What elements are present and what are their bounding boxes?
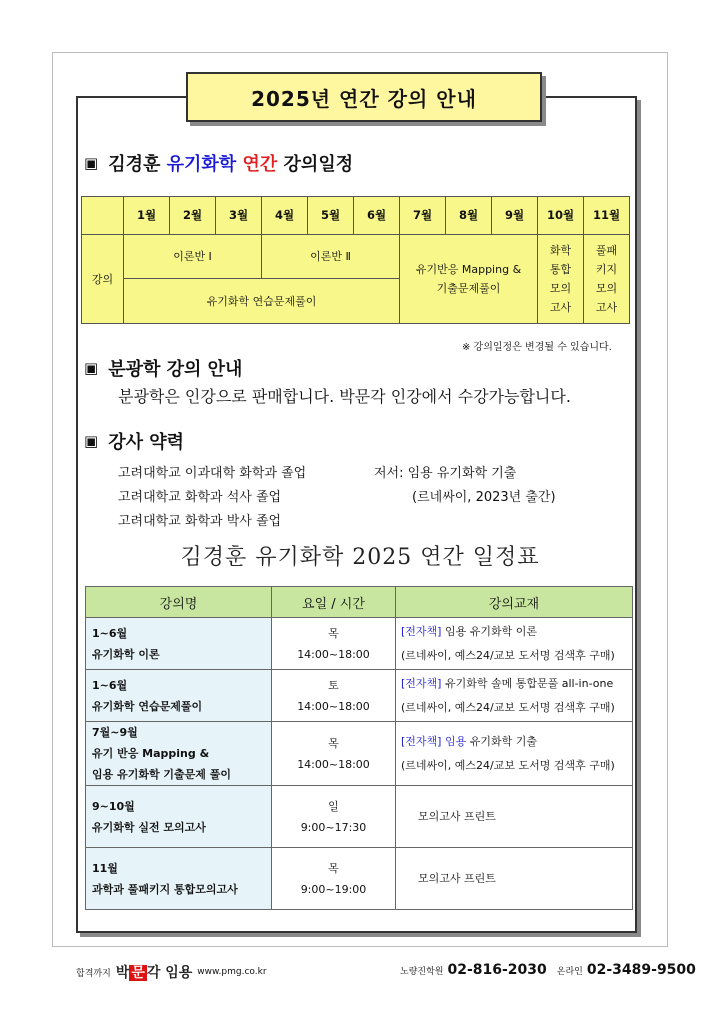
annual-label: 연간 (242, 154, 278, 175)
book-publisher: (르네싸이, 2023년 출간) (412, 490, 556, 505)
month-cell: 10월 (538, 197, 584, 235)
brand-logo: 박 문 각 임용 (115, 965, 193, 981)
reaction-line-1: 유기반응 Mapping & (415, 262, 522, 276)
month-cell: 11월 (584, 197, 630, 235)
career-item: 고려대학교 이과대학 화학과 졸업 (118, 466, 307, 481)
full-package-line: 고사 (595, 300, 618, 314)
plan-header-row (86, 587, 633, 618)
instructor-profile-title: 강사 약력 (108, 432, 185, 453)
month-cell: 7월 (400, 197, 446, 235)
offline-phone: 02-816-2030 (447, 962, 547, 978)
chem-mock-cell (538, 234, 584, 323)
course-time: 목 9:00~19:00 (272, 848, 396, 910)
career-item: 고려대학교 화학과 박사 졸업 (118, 514, 282, 529)
instructor-name: 김경훈 (108, 154, 161, 175)
theory-2-cell: 이론반 Ⅱ (262, 234, 400, 279)
table-row (86, 722, 633, 786)
month-cell: 5월 (308, 197, 354, 235)
plan-title: 김경훈 유기화학 2025 연간 일정표 (180, 545, 540, 570)
annual-schedule-table (81, 196, 630, 324)
course-time: 목 14:00~18:00 (272, 618, 396, 670)
reaction-line-2: 기출문제풀이 (436, 281, 501, 295)
offline-label: 노량진학원 (400, 966, 444, 977)
full-package-line: 모의 (595, 281, 618, 295)
header-course: 강의명 (86, 587, 272, 618)
plan-table (85, 586, 633, 910)
instructor-profile-heading (84, 428, 184, 454)
month-cell: 2월 (170, 197, 216, 235)
spectroscopy-heading (84, 355, 242, 381)
reaction-mapping-cell (400, 234, 538, 323)
theory-1-cell: 이론반 Ⅰ (124, 234, 262, 279)
spectroscopy-body: 분광학은 인강으로 판매합니다. 박문각 인강에서 수강가능합니다. (118, 387, 571, 406)
header-textbook: 강의교재 (396, 587, 633, 618)
square-bullet-icon: ▣ (84, 432, 99, 450)
header-time: 요일 / 시간 (272, 587, 396, 618)
footer-url[interactable]: www.pmg.co.kr (197, 967, 267, 977)
course-name: 1~6월 유기화학 연습문제풀이 (86, 670, 272, 722)
page-title-text: 2025년 연간 강의 안내 (251, 86, 477, 111)
course-textbook: 모의고사 프린트 (396, 848, 633, 910)
course-textbook: [전자책] 유기화학 솔메 통합문풀 all-in-one (르네싸이, 예스24/교보 도서명 검색후 구매) (396, 670, 633, 722)
online-label: 온라인 (556, 966, 583, 977)
month-cell: 4월 (262, 197, 308, 235)
online-phone: 02-3489-9500 (586, 962, 696, 978)
table-row (86, 618, 633, 670)
book-info: 저서: 임용 유기화학 기출 (374, 466, 517, 481)
course-textbook: [전자책] 임용 유기화학 이론 (르네싸이, 예스24/교보 도서명 검색후 구매) (396, 618, 633, 670)
month-cell: 6월 (354, 197, 400, 235)
full-package-mock-cell (584, 234, 630, 323)
month-cell: 3월 (216, 197, 262, 235)
schedule-section-heading (84, 150, 353, 176)
course-time: 일 9:00~17:30 (272, 786, 396, 848)
square-bullet-icon: ▣ (84, 154, 99, 172)
course-time: 토 14:00~18:00 (272, 670, 396, 722)
spectroscopy-title: 분광학 강의 안내 (108, 359, 243, 380)
corner-cell (82, 197, 124, 235)
full-package-line: 키지 (595, 262, 618, 276)
schedule-label: 강의일정 (283, 154, 354, 175)
course-name: 1~6월 유기화학 이론 (86, 618, 272, 670)
subject-name: 유기화학 (166, 154, 237, 175)
schedule-note: ※ 강의일정은 변경될 수 있습니다. (462, 342, 612, 353)
table-row (86, 786, 633, 848)
page-title (186, 72, 542, 122)
course-name: 11월 과학과 풀패키지 통합모의고사 (86, 848, 272, 910)
full-package-line: 풀패 (595, 243, 618, 257)
month-cell: 1월 (124, 197, 170, 235)
square-bullet-icon: ▣ (84, 359, 99, 377)
footer-slogan: 합격까지 (76, 968, 111, 979)
row-label: 강의 (82, 234, 124, 323)
month-cell: 8월 (446, 197, 492, 235)
table-row (86, 848, 633, 910)
footer-contact (400, 962, 696, 978)
course-name: 9~10월 유기화학 실전 모의고사 (86, 786, 272, 848)
chem-mock-line: 화학 (549, 243, 572, 257)
chem-mock-line: 통합 (549, 262, 572, 276)
course-textbook: [전자책] 임용 유기화학 기출 (르네싸이, 예스24/교보 도서명 검색후 구매) (396, 722, 633, 786)
chem-mock-line: 고사 (549, 300, 572, 314)
career-item: 고려대학교 화학과 석사 졸업 (118, 490, 282, 505)
course-time: 목 14:00~18:00 (272, 722, 396, 786)
table-row (86, 670, 633, 722)
practice-cell: 유기화학 연습문제풀이 (124, 279, 400, 324)
chem-mock-line: 모의 (549, 281, 572, 295)
course-name: 7월~9월 유기 반응 Mapping & 임용 유기화학 기출문제 풀이 (86, 722, 272, 786)
footer-brand (76, 962, 267, 982)
month-cell: 9월 (492, 197, 538, 235)
course-textbook: 모의고사 프린트 (396, 786, 633, 848)
